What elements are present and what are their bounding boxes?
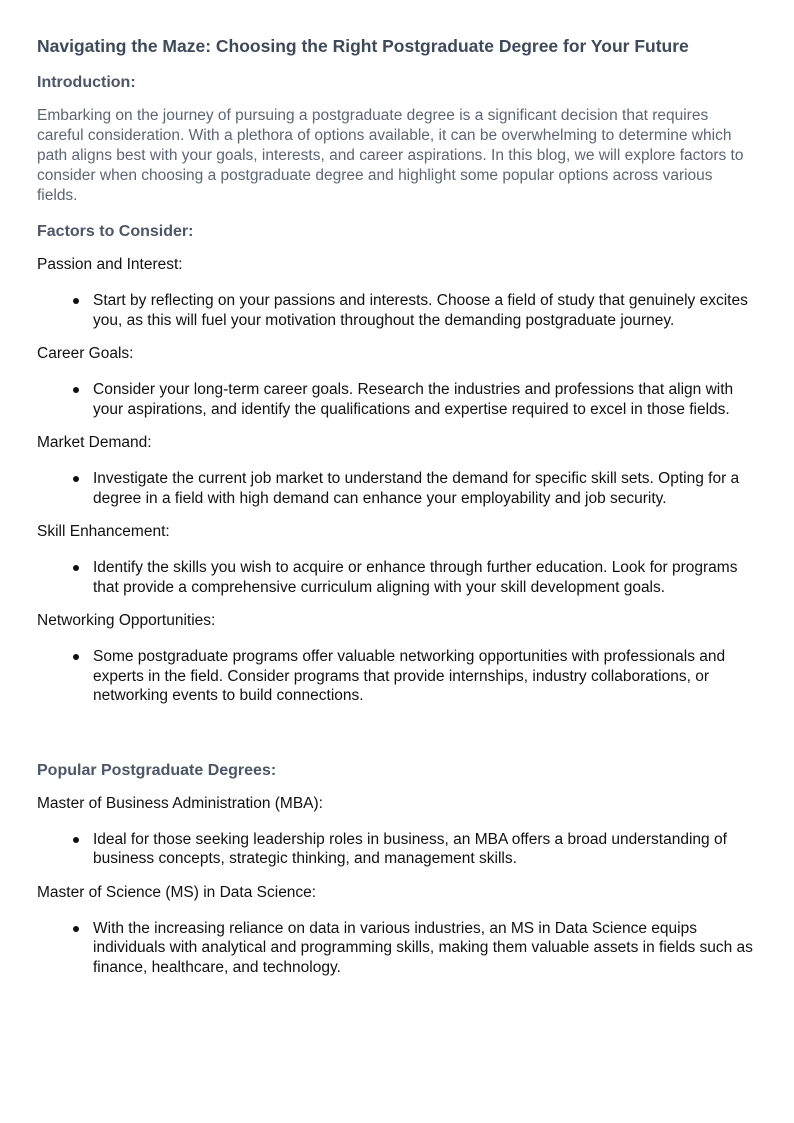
bullet-dot-icon (73, 565, 79, 571)
list-item-text: Consider your long-term career goals. Research the industries and professions that align with your aspirations, and identify the qualifications and expertise required to excel in those fields. (93, 381, 734, 418)
bullet-dot-icon (73, 926, 79, 932)
list-item-text: Start by reflecting on your passions and interests. Choose a field of study that genuinely excites you, as this will fuel your motivation throughout the demanding postgraduate journey. (93, 292, 748, 329)
degree-title-mba: Master of Business Administration (MBA): (37, 794, 323, 812)
intro-heading: Introduction: (37, 74, 136, 91)
list-item-text: Identify the skills you wish to acquire or enhance through further education. Look for programs that provide a comprehensive curriculum aligning with your skill development goals. (93, 559, 738, 596)
bullet-dot-icon (73, 837, 79, 843)
factor-title-networking: Networking Opportunities: (37, 612, 216, 629)
factor-list-market (37, 469, 757, 508)
factor-title-market: Market Demand: (37, 434, 152, 451)
bullet-dot-icon (73, 387, 79, 393)
factor-list-skill (37, 558, 757, 597)
bullet-dot-icon (73, 298, 79, 304)
degrees-heading: Popular Postgraduate Degrees: (37, 761, 277, 779)
list-item (37, 830, 757, 869)
factor-title-skill: Skill Enhancement: (37, 523, 170, 540)
list-item (37, 558, 757, 597)
list-item (37, 919, 757, 978)
list-item-text: With the increasing reliance on data in various industries, an MS in Data Science equips individuals with analytical and programming skills, making them valuable assets in fields such as finance, healthcare, and technology. (93, 919, 753, 976)
intro-paragraph: Embarking on the journey of pursuing a postgraduate degree is a significant decision that requires careful consideration. With a plethora of options available, it can be overwhelming to determine which path aligns best with your goals, interests, and career aspirations. In this blog, we will explore factors to consider when choosing a postgraduate degree and highlight some popular options across various fields. (37, 107, 744, 204)
list-item (37, 380, 757, 419)
list-item (37, 647, 757, 706)
factor-title-passion: Passion and Interest: (37, 256, 183, 273)
factor-list-career (37, 380, 757, 419)
list-item-text: Investigate the current job market to understand the demand for specific skill sets. Opting for a degree in a field with high demand can enhance your employability and job security. (93, 470, 740, 507)
list-item (37, 469, 757, 508)
page-title: Navigating the Maze: Choosing the Right Postgraduate Degree for Your Future (37, 36, 689, 56)
bullet-dot-icon (73, 654, 79, 660)
bullet-dot-icon (73, 476, 79, 482)
degree-title-data-science: Master of Science (MS) in Data Science: (37, 883, 317, 901)
factor-list-networking (37, 647, 757, 706)
factor-title-career: Career Goals: (37, 345, 134, 362)
list-item-text: Some postgraduate programs offer valuable networking opportunities with professionals and experts in the field. Consider programs that provide internships, industry collaborations, or networking events to build connections. (93, 648, 726, 704)
degree-list-data-science (37, 919, 757, 978)
degree-list-mba (37, 830, 757, 869)
section-spacer (37, 720, 757, 760)
list-item (37, 291, 757, 330)
factor-list-passion (37, 291, 757, 330)
list-item-text: Ideal for those seeking leadership roles in business, an MBA offers a broad understanding of business concepts, strategic thinking, and management skills. (93, 830, 727, 867)
factors-heading: Factors to Consider: (37, 223, 194, 240)
